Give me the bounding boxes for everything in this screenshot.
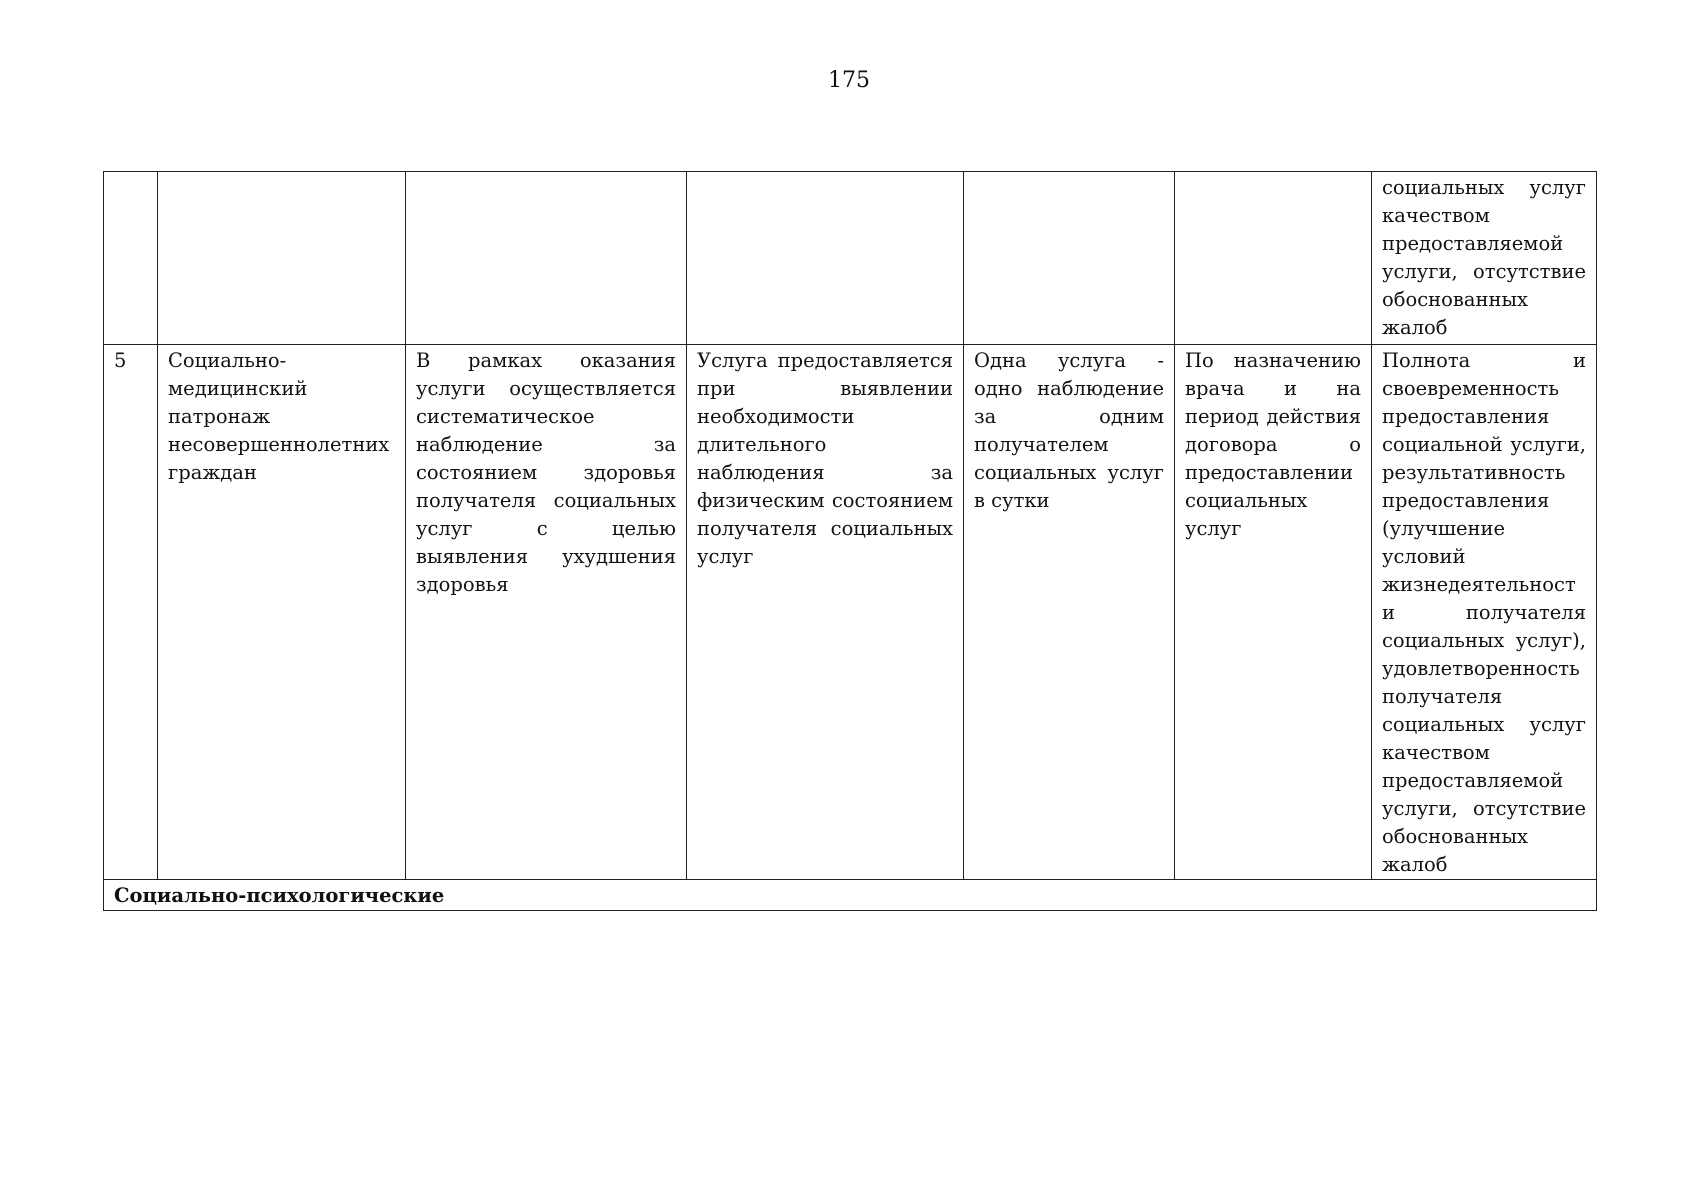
table-row-continuation xyxy=(104,172,1597,345)
table-row-service-5 xyxy=(104,345,1597,880)
service-description: В рамках оказания услуги осуществляется систематическое наблюдение за состоянием здоровья получателя социальных услуг с целью выявления ухудшения здоровья xyxy=(416,349,676,596)
section-header-cell xyxy=(104,880,1597,911)
cell-quality-continuation xyxy=(1372,172,1597,345)
service-periodicity: По назначению врача и на период действия договора о предоставлении социальных услуг xyxy=(1185,349,1361,540)
quality-continuation-text: социальных услуг качеством предоставляемой услуги, отсутствие обоснованных жалоб xyxy=(1382,176,1586,339)
cell-unit xyxy=(964,345,1175,880)
cell-num xyxy=(104,345,158,880)
services-table xyxy=(103,171,1597,911)
cell-conditions xyxy=(687,345,964,880)
cell-conditions-empty xyxy=(687,172,964,345)
service-name: Социально-медицинский патронаж несовершеннолетних граждан xyxy=(168,349,390,484)
cell-periodicity-empty xyxy=(1175,172,1372,345)
cell-name-empty xyxy=(158,172,406,345)
cell-description-empty xyxy=(406,172,687,345)
cell-quality xyxy=(1372,345,1597,880)
section-header: Социально-психологические xyxy=(114,884,445,907)
service-quality: Полнота и своевременность предоставления социальной услуги, результативность предоставления (улучшение условий жизнедеятельности получателя социальных услуг), удовлетворенность получателя социальных услуг качеством предоставляемой услуги, отсутствие обоснованных жалоб xyxy=(1382,349,1586,876)
table-row-section-header xyxy=(104,880,1597,911)
service-conditions: Услуга предоставляется при выявлении необходимости длительного наблюдения за физическим состоянием получателя социальных услуг xyxy=(697,349,953,568)
page-number: 175 xyxy=(828,68,870,93)
row-number: 5 xyxy=(114,349,127,372)
cell-num-empty xyxy=(104,172,158,345)
cell-unit-empty xyxy=(964,172,1175,345)
cell-name xyxy=(158,345,406,880)
cell-periodicity xyxy=(1175,345,1372,880)
service-unit: Одна услуга - одно наблюдение за одним получателем социальных услуг в сутки xyxy=(974,349,1164,512)
cell-description xyxy=(406,345,687,880)
